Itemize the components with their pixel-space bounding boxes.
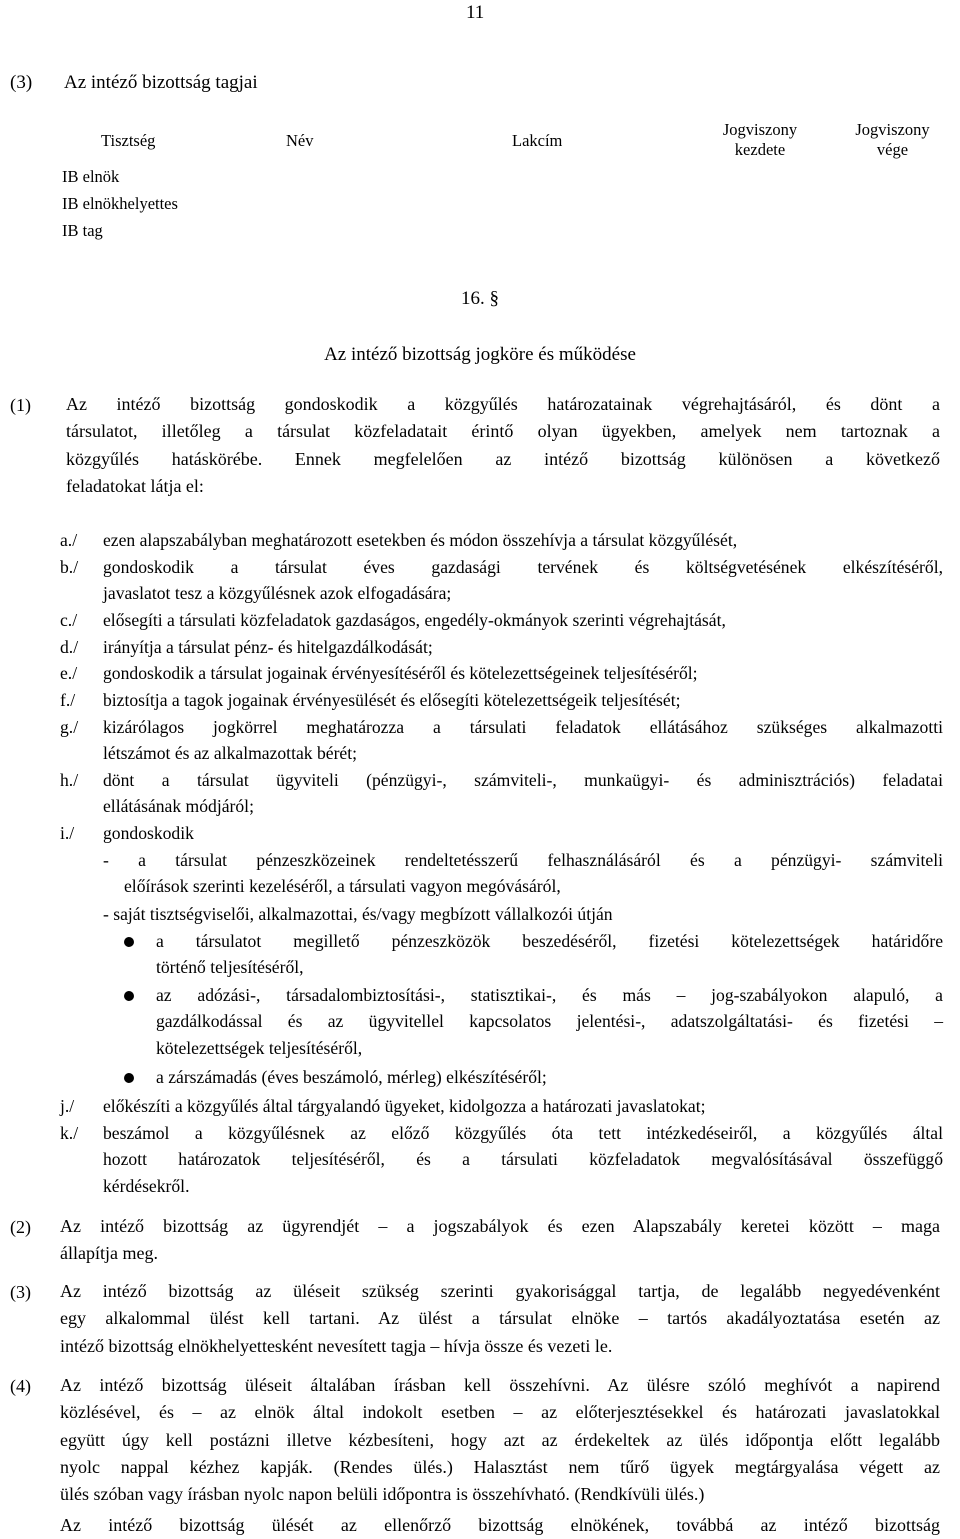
header-jogviszony-kezdete: Jogviszony kezdete [722, 120, 798, 159]
paragraph-3 [60, 1278, 940, 1360]
list-letter: g./ [60, 717, 79, 737]
text-line: előkészíti a közgyűlés által tárgyalandó ügyeket, kidolgozza a határozati javaslatokat; [103, 1096, 706, 1116]
header-lakcim: Lakcím [512, 131, 563, 150]
paragraph-number: (4) [10, 1376, 31, 1396]
text-line: gondoskodik a társulat jogainak érvényesítéséről és kötelezettségeinek teljesítéséről; [103, 663, 698, 683]
text-line: kötelezettségek teljesítéséről, [156, 1037, 363, 1058]
paragraph-number: (2) [10, 1217, 31, 1237]
text-line: kizárólagos jogkörrel meghatározza a társulati feladatok ellátásához szükséges alkalmazotti [103, 717, 943, 737]
text-line: feladatokat látja el: [66, 475, 204, 496]
text-line: javaslatot tesz a közgyűlésnek azok elfogadására; [103, 583, 452, 604]
table-row: IB elnökhelyettes [62, 194, 178, 213]
bullet-icon [124, 991, 134, 1001]
paragraph-number: (1) [10, 395, 31, 415]
text-line: - a társulat pénzeszközeinek rendeltetésszerű felhasználásáról és a pénzügyi- számviteli [103, 850, 943, 870]
table-row: IB tag [62, 221, 103, 240]
text-line: hozott határozatok teljesítéséről, és a társulati közfeladatok megvalósításával összefüggő [103, 1149, 943, 1170]
text-line: elősegíti a társulati közfeladatok gazdaságos, engedély-okmányok szerinti végrehajtását, [103, 610, 726, 630]
dash-item [103, 901, 943, 927]
text-line: kérdésekről. [103, 1175, 190, 1196]
page-number: 11 [466, 2, 485, 23]
header-tisztseg: Tisztség [101, 131, 156, 150]
list-item [103, 820, 943, 846]
text-line: Az intéző bizottság gondoskodik a közgyűlés határozatainak végrehajtásáról, és dönt a [66, 394, 940, 414]
list-letter: k./ [60, 1123, 79, 1143]
list-item [103, 554, 943, 607]
section-title: Az intéző bizottság tagjai [64, 72, 258, 93]
list-item [103, 714, 943, 767]
list-letter: c./ [60, 610, 78, 630]
text-line: társulatot, illetőleg a társulat közfeladatait érintő olyan ügyekben, amelyek nem tartoznak a [66, 421, 940, 442]
dash-item [103, 847, 943, 900]
bullet-icon [124, 937, 134, 947]
paragraph-2 [60, 1213, 940, 1268]
text-line: Az intéző bizottság üléseit általában írásban kell összehívni. Az ülésre szóló meghívót a napirend [60, 1375, 940, 1395]
text-line: közgyűlés hatáskörébe. Ennek megfelelően az intéző bizottság különösen a következő [66, 448, 940, 469]
header-jogviszony-vege: Jogviszony vége [855, 120, 930, 159]
text-line: gazdálkodással és az ügyvitellel kapcsolatos jelentési-, adatszolgáltatási- és fizetési – [156, 1011, 943, 1032]
article-title: Az intéző bizottság jogköre és működése [324, 344, 636, 365]
text-line: - saját tisztségviselői, alkalmazottai, és/vagy megbízott vállalkozói útján [103, 904, 613, 924]
section-heading [10, 72, 258, 94]
paragraph-4 [60, 1372, 940, 1508]
text-line: intéző bizottság elnökhelyettesként nevesített tagja – hívja össze és vezeti le. [60, 1335, 613, 1356]
text-line: együtt úgy kell postázni illetve kézbesíteni, hogy azt az érdekeltek az ülés időpontja előtt legalább [60, 1429, 940, 1450]
text-line: irányítja a társulat pénz- és hitelgazdálkodását; [103, 637, 433, 657]
text-line: Az intéző bizottság az ügyrendjét – a jogszabályok és ezen Alapszabály keretei között – maga [60, 1216, 940, 1236]
list-letter: d./ [60, 637, 79, 657]
text-line: állapítja meg. [60, 1243, 158, 1264]
list-letter: j./ [60, 1096, 75, 1116]
text-line: Az intéző bizottság ülését az ellenőrző bizottság elnökének, továbbá az intéző bizottság [60, 1515, 940, 1535]
list-item [103, 1093, 943, 1119]
list-letter: h./ [60, 770, 79, 790]
bullet-icon [124, 1073, 134, 1083]
article-number: 16. § [461, 288, 499, 309]
text-line: a zárszámadás (éves beszámoló, mérleg) elkészítéséről; [156, 1067, 547, 1087]
paragraph-1 [66, 391, 940, 500]
text-line: biztosítja a tagok jogainak érvényesülését és elősegíti kötelezettségeik teljesítését; [103, 690, 681, 710]
text-line: ezen alapszabályban meghatározott esetekben és módon összehívja a társulat közgyűlését, [103, 530, 738, 550]
list-item [103, 660, 943, 686]
text-line: az adózási-, társadalombiztosítási-, statisztikai-, és más – jog-szabályokon alapuló, a [156, 985, 943, 1005]
text-line: előírások szerinti kezeléséről, a társulati vagyon megóvásáról, [124, 876, 561, 897]
section-number: (3) [10, 72, 33, 93]
list-item [103, 1120, 943, 1199]
list-item [103, 607, 943, 633]
text-line: közlésével, és – az elnök által indokolt esetben – az előterjesztésekkel és határozati javaslatokkal [60, 1402, 940, 1423]
bullet-item [156, 1064, 943, 1090]
list-letter: b./ [60, 557, 79, 577]
text-line: Az intéző bizottság az üléseit szükség szerinti gyakorisággal tartja, de legalább negyedévenként [60, 1281, 940, 1301]
text-line: létszámot és az alkalmazottak bérét; [103, 743, 358, 764]
text-line: történő teljesítéséről, [156, 957, 304, 978]
text-line: ellátásának módjáról; [103, 796, 254, 817]
text-line: beszámol a közgyűlésnek az előző közgyűlés óta tett intézkedéseiről, a közgyűlés által [103, 1123, 943, 1143]
list-letter: f./ [60, 690, 76, 710]
table-row: IB elnök [62, 167, 120, 186]
list-letter: e./ [60, 663, 78, 683]
list-letter: a./ [60, 530, 78, 550]
paragraph-number: (3) [10, 1282, 31, 1302]
bullet-item [156, 928, 943, 981]
list-item [103, 767, 943, 820]
text-line: dönt a társulat ügyviteli (pénzügyi-, számviteli-, munkaügyi- és adminisztrációs) feladatai [103, 770, 943, 790]
text-line: nyolc nappal kézhez kapják. (Rendes ülés.) Halasztást nem tűrő ügyek megtárgyalása végett az [60, 1456, 940, 1477]
list-item [103, 687, 943, 713]
list-item [103, 527, 943, 553]
text-line: ülés szóban vagy írásban nyolc napon belüli időpontra is összehívható. (Rendkívüli ülés.) [60, 1484, 705, 1505]
text-line: gondoskodik a társulat éves gazdasági tervének és költségvetésének elkészítéséről, [103, 557, 943, 577]
header-nev: Név [286, 131, 314, 150]
bullet-item [156, 982, 943, 1061]
list-item [103, 634, 943, 660]
text-line: gondoskodik [103, 823, 194, 843]
text-line: egy alkalommal ülést kell tartani. Az ülést a társulat elnöke – tartós akadályoztatása esetén az [60, 1308, 940, 1329]
paragraph-5 [60, 1512, 940, 1539]
list-letter: i./ [60, 823, 75, 843]
text-line: a társulatot megillető pénzeszközök beszedéséről, fizetési kötelezettségek határidőre [156, 931, 943, 951]
